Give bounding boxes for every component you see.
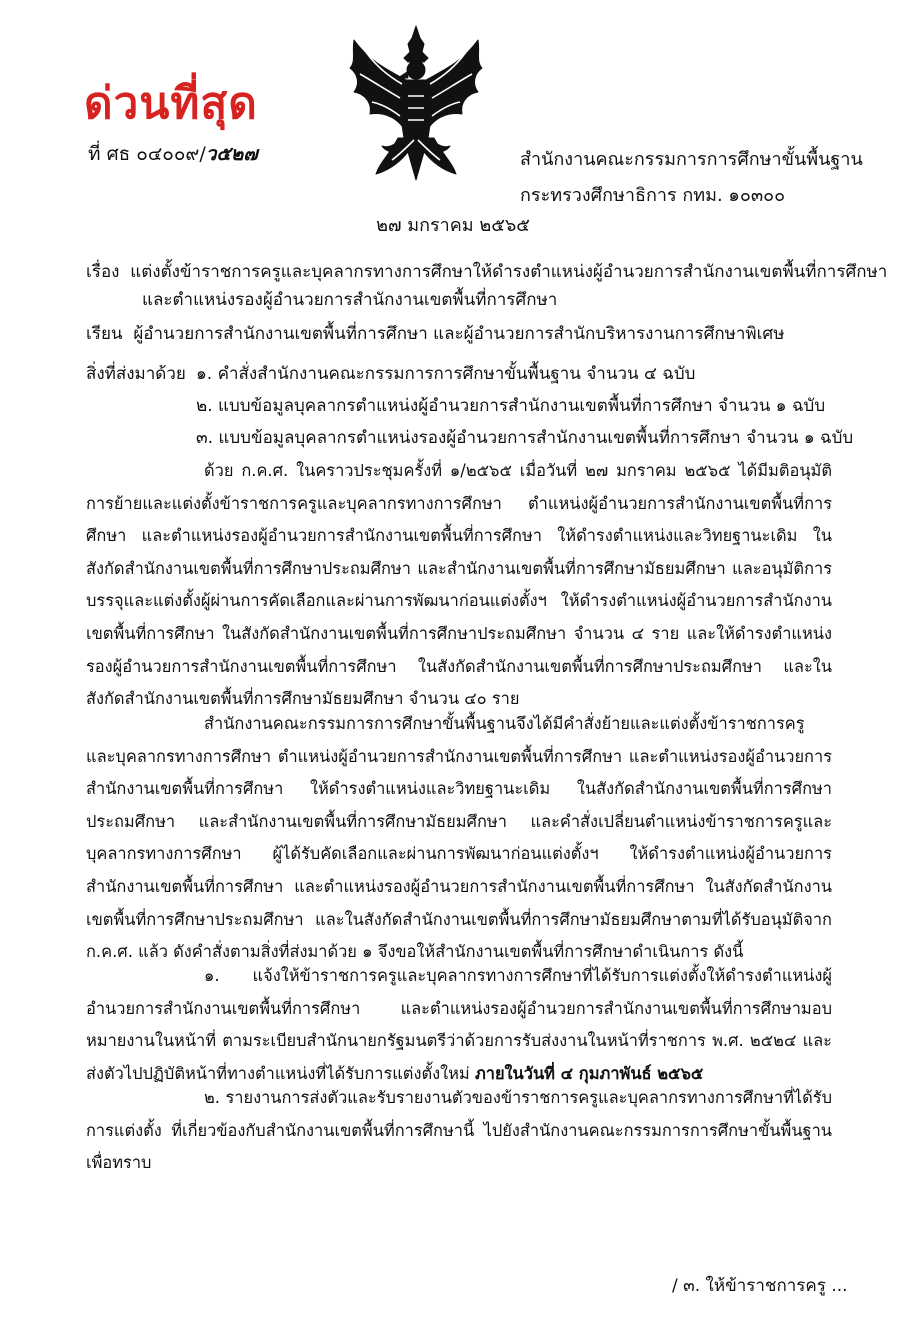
action-item-2 xyxy=(86,1082,832,1180)
issuing-agency xyxy=(520,142,863,214)
enclosure-label: สิ่งที่ส่งมาด้วย xyxy=(86,364,186,384)
paragraph-text: สำนักงานคณะกรรมการการศึกษาขั้นพื้นฐานจึงได้มีคำสั่งย้ายและแต่งตั้งข้าราชการครูและบุคลากรทางการศึกษา ตำแหน่งผู้อำนวยการสำนักงานเขตพื้นที่การศึกษา และตำแหน่งรองผู้อำนวยการสำนักงานเขตพื้นที่การศึกษา ให้ดำรงตำแหน่งและวิทยฐานะเดิม ในสังกัดสำนักงานเขตพื้นที่การศึกษาประถมศึกษา และสำนักงานเขตพื้นที่การศึกษามัธยมศึกษา และคำสั่งเปลี่ยนตำแหน่งข้าราชการครูและบุคลากรทางการศึกษา ผู้ได้รับคัดเลือกและผ่านการพัฒนาก่อนแต่งตั้งฯ ให้ดำรงตำแหน่งผู้อำนวยการสำนักงานเขตพื้นที่การศึกษา และตำแหน่งรองผู้อำนวยการสำนักงานเขตพื้นที่การศึกษา ในสังกัดสำนักงานเขตพื้นที่การศึกษาประถมศึกษา และในสังกัดสำนักงานเขตพื้นที่การศึกษามัธยมศึกษาตามที่ได้รับอนุมัติจาก ก.ค.ศ. แล้ว ดังคำสั่งตามสิ่งที่ส่งมาด้วย ๑ จึงขอให้สำนักงานเขตพื้นที่การศึกษาดำเนินการ ดังนี้ xyxy=(86,714,832,962)
garuda-emblem xyxy=(336,22,496,192)
recipient-text: ผู้อำนวยการสำนักงานเขตพื้นที่การศึกษา และผู้อำนวยการสำนักบริหารงานการศึกษาพิเศษ xyxy=(133,324,785,344)
paragraph-text: ด้วย ก.ค.ศ. ในคราวประชุมครั้งที่ ๑/๒๕๖๕ เมื่อวันที่ ๒๗ มกราคม ๒๕๖๕ ได้มีมติอนุมัติการย้ายและแต่งตั้งข้าราชการครูและบุคลากรทางการศึกษา ตำแหน่งผู้อำนวยการสำนักงานเขตพื้นที่การศึกษา และตำแหน่งรองผู้อำนวยการสำนักงานเขตพื้นที่การศึกษา ให้ดำรงตำแหน่งและวิทยฐานะเดิม ในสังกัดสำนักงานเขตพื้นที่การศึกษาประถมศึกษา และสำนักงานเขตพื้นที่การศึกษามัธยมศึกษา และอนุมัติการบรรจุและแต่งตั้งผู้ผ่านการคัดเลือกและผ่านการพัฒนาก่อนแต่งตั้งฯ ให้ดำรงตำแหน่งผู้อำนวยการสำนักงานเขตพื้นที่การศึกษา ในสังกัดสำนักงานเขตพื้นที่การศึกษาประถมศึกษา จำนวน ๔ ราย และให้ดำรงตำแหน่งรองผู้อำนวยการสำนักงานเขตพื้นที่การศึกษา ในสังกัดสำนักงานเขตพื้นที่การศึกษาประถมศึกษา และในสังกัดสำนักงานเขตพื้นที่การศึกษามัธยมศึกษา จำนวน ๔๐ ราย xyxy=(86,461,832,709)
document-number xyxy=(88,140,258,168)
subject-text-line1: แต่งตั้งข้าราชการครูและบุคลากรทางการศึกษาให้ดำรงตำแหน่งผู้อำนวยการสำนักงานเขตพื้นที่การศึกษา xyxy=(130,262,888,282)
recipient-line xyxy=(86,320,784,348)
urgency-stamp: ด่วนที่สุด xyxy=(84,78,258,129)
subject-line xyxy=(86,258,887,286)
enclosure-item: ๓. แบบข้อมูลบุคลากรตำแหน่งรองผู้อำนวยการสำนักงานเขตพื้นที่การศึกษา จำนวน ๑ ฉบับ xyxy=(196,428,854,448)
subject-continuation: และตำแหน่งรองผู้อำนวยการสำนักงานเขตพื้นที่การศึกษา xyxy=(142,290,558,310)
enclosure-item: ๒. แบบข้อมูลบุคลากรตำแหน่งผู้อำนวยการสำนักงานเขตพื้นที่การศึกษา จำนวน ๑ ฉบับ xyxy=(196,396,826,416)
enclosure-item: ๑. คำสั่งสำนักงานคณะกรรมการการศึกษาขั้นพื้นฐาน จำนวน ๔ ฉบับ xyxy=(196,364,696,384)
action-item-text: ๑. แจ้งให้ข้าราชการครูและบุคลากรทางการศึกษาที่ได้รับการแต่งตั้งให้ดำรงตำแหน่งผู้อำนวยการสำนักงานเขตพื้นที่การศึกษา และตำแหน่งรองผู้อำนวยการสำนักงานเขตพื้นที่การศึกษามอบหมายงานในหน้าที่ ตามระเบียบสำนักนายกรัฐมนตรีว่าด้วยการรับส่งงานในหน้าที่ราชการ พ.ศ. ๒๕๒๔ และส่งตัวไปปฏิบัติหน้าที่ทางตำแหน่งที่ได้รับการแต่งตั้งใหม่ xyxy=(86,966,832,1083)
document-number-handwritten: ว๕๒๗ xyxy=(205,143,258,165)
deadline-text: ภายในวันที่ ๔ กุมภาพันธ์ ๒๕๖๕ xyxy=(474,1063,704,1083)
recipient-label: เรียน xyxy=(86,324,123,344)
subject-label: เรื่อง xyxy=(86,262,120,282)
continuation-marker: / ๓. ให้ข้าราชการครู ... xyxy=(672,1276,848,1296)
agency-name: สำนักงานคณะกรรมการการศึกษาขั้นพื้นฐาน xyxy=(520,149,863,170)
document-number-prefix: ที่ ศธ ๐๔๐๐๙/ xyxy=(88,143,206,165)
body-paragraph-1 xyxy=(86,455,832,716)
body-paragraph-2 xyxy=(86,708,832,969)
letter-date: ๒๗ มกราคม ๒๕๖๕ xyxy=(376,215,530,236)
action-item-1 xyxy=(86,960,832,1090)
agency-address: กระทรวงศึกษาธิการ กทม. ๑๐๓๐๐ xyxy=(520,185,786,206)
action-item-text: ๒. รายงานการส่งตัวและรับรายงานตัวของข้าราชการครูและบุคลากรทางการศึกษาที่ได้รับการแต่งตั้ง ที่เกี่ยวข้องกับสำนักงานเขตพื้นที่การศึกษานี้ ไปยังสำนักงานคณะกรรมการการศึกษาขั้นพื้นฐานเพื่อทราบ xyxy=(86,1088,832,1173)
